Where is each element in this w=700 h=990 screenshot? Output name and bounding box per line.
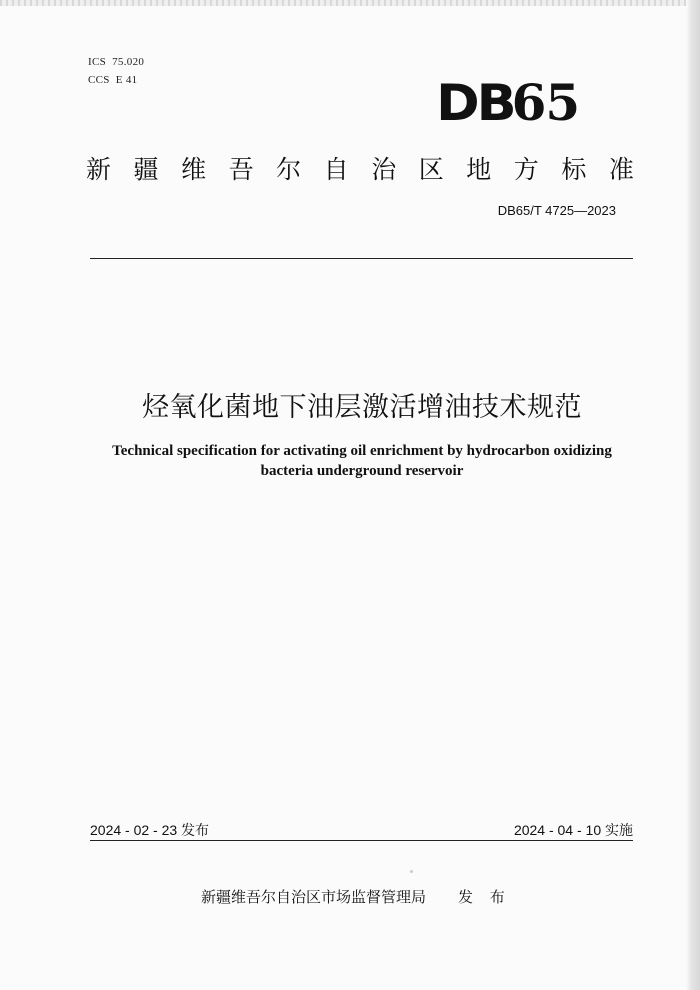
standard-type-char: 新	[86, 155, 112, 184]
scan-speck	[410, 870, 413, 873]
classification-codes	[88, 53, 144, 89]
scan-top-border	[0, 0, 700, 6]
standard-type-char: 方	[513, 155, 539, 184]
issuer-name: 新疆维吾尔自治区市场监督管理局	[201, 888, 427, 906]
standard-type-char: 标	[561, 155, 587, 184]
standard-type-char: 疆	[133, 155, 159, 184]
document-title-cn: 烃氧化菌地下油层激活增油技术规范	[142, 392, 582, 423]
document-title-en	[70, 441, 654, 481]
standard-type-char: 区	[418, 155, 444, 184]
standard-type-char: 尔	[276, 155, 302, 184]
issuing-authority	[201, 886, 511, 907]
title-en-line-1: Technical specification for activating oil enrichment by hydrocarbon oxidizing	[112, 443, 612, 459]
standard-type-char: 自	[323, 155, 349, 184]
standard-type-char: 准	[608, 155, 634, 184]
scan-right-edge	[686, 0, 700, 990]
title-en-line-2: bacteria underground reservoir	[260, 463, 464, 479]
standard-type-heading	[86, 150, 634, 186]
header-divider	[90, 258, 633, 259]
release-date: 2024 - 02 - 23 发布	[90, 822, 210, 838]
logo-db: DB	[436, 74, 514, 132]
ccs-code: CCS E 41	[88, 74, 138, 86]
standard-type-char: 地	[466, 155, 492, 184]
implementation-date: 2024 - 04 - 10 实施	[513, 822, 633, 838]
standard-type-char: 维	[181, 155, 207, 184]
db65-logo	[436, 73, 580, 132]
issuer-action: 发 布	[458, 888, 511, 906]
standard-number: DB65/T 4725—2023	[497, 203, 616, 218]
standard-type-char: 治	[371, 155, 397, 184]
standard-type-char: 吾	[228, 155, 254, 184]
ics-code: ICS 75.020	[88, 56, 145, 68]
logo-number: 65	[511, 73, 580, 132]
footer-divider	[90, 840, 633, 841]
